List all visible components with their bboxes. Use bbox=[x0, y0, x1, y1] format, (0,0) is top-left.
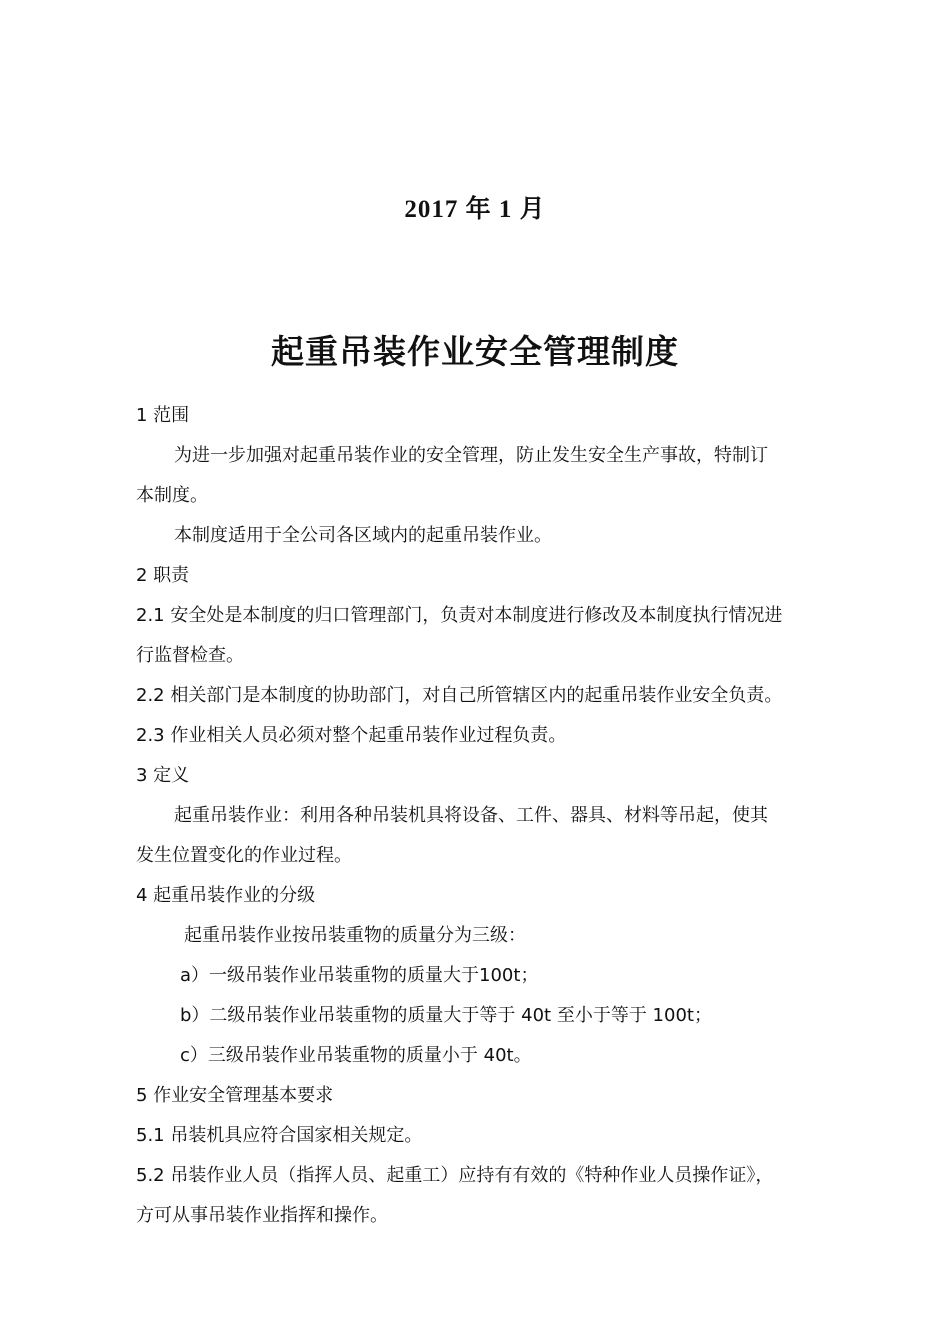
section-heading-classification: 4 起重吊装作业的分级 bbox=[136, 885, 316, 906]
paragraph-line: 起重吊装作业：利用各种吊装机具将设备、工件、器具、材料等吊起，使其 bbox=[174, 805, 768, 826]
paragraph-line: 方可从事吊装作业指挥和操作。 bbox=[136, 1205, 388, 1226]
section-heading-responsibility: 2 职责 bbox=[136, 565, 190, 586]
list-item: a）一级吊装作业吊装重物的质量大于100t； bbox=[180, 965, 539, 986]
list-item: b）二级吊装作业吊装重物的质量大于等于 40t 至小于等于 100t； bbox=[180, 1005, 712, 1026]
paragraph-line: 5.2 吊装作业人员（指挥人员、起重工）应持有有效的《特种作业人员操作证》， bbox=[136, 1165, 774, 1186]
paragraph-line: 发生位置变化的作业过程。 bbox=[136, 845, 352, 866]
document-date: 2017 年 1 月 bbox=[404, 196, 546, 223]
paragraph-line: 2.1 安全处是本制度的归口管理部门，负责对本制度进行修改及本制度执行情况进 bbox=[136, 605, 783, 626]
paragraph-line: 为进一步加强对起重吊装作业的安全管理，防止发生安全生产事故，特制订 bbox=[174, 445, 768, 466]
paragraph-line: 2.3 作业相关人员必须对整个起重吊装作业过程负责。 bbox=[136, 725, 567, 746]
paragraph-line: 5.1 吊装机具应符合国家相关规定。 bbox=[136, 1125, 423, 1146]
section-heading-definition: 3 定义 bbox=[136, 765, 190, 786]
paragraph-line: 本制度适用于全公司各区域内的起重吊装作业。 bbox=[174, 525, 552, 546]
paragraph-line: 起重吊装作业按吊装重物的质量分为三级： bbox=[184, 925, 526, 946]
paragraph-line: 2.2 相关部门是本制度的协助部门，对自己所管辖区内的起重吊装作业安全负责。 bbox=[136, 685, 783, 706]
section-heading-requirements: 5 作业安全管理基本要求 bbox=[136, 1085, 334, 1106]
paragraph-line: 行监督检查。 bbox=[136, 645, 244, 666]
document-title: 起重吊装作业安全管理制度 bbox=[271, 332, 679, 371]
list-item: c）三级吊装作业吊装重物的质量小于 40t。 bbox=[180, 1045, 532, 1066]
paragraph-line: 本制度。 bbox=[136, 485, 208, 506]
section-heading-scope: 1 范围 bbox=[136, 405, 190, 426]
document-body bbox=[136, 396, 818, 1236]
